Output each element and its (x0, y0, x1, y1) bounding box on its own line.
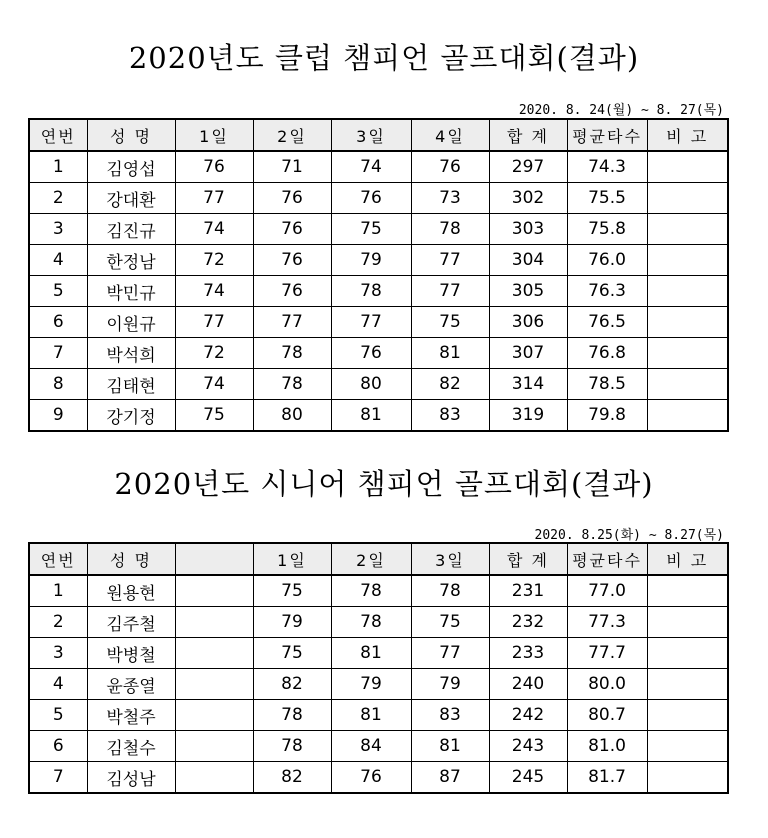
club-cell: 76.0 (567, 245, 647, 276)
table-row (29, 575, 728, 607)
club-cell: 76 (253, 214, 331, 245)
senior-header-cell: 2일 (331, 543, 411, 575)
club-cell: 76 (331, 338, 411, 369)
club-cell: 74.3 (567, 151, 647, 183)
table-row (29, 276, 728, 307)
senior-cell: 77.7 (567, 638, 647, 669)
club-cell: 76 (411, 151, 489, 183)
senior-cell: 81 (411, 731, 489, 762)
club-results-table (28, 118, 729, 432)
senior-header-cell: 성 명 (87, 543, 175, 575)
club-cell (647, 183, 728, 214)
club-header-cell: 합 계 (489, 119, 567, 151)
club-cell: 75 (175, 400, 253, 432)
senior-cell: 75 (411, 607, 489, 638)
club-header-cell: 3일 (331, 119, 411, 151)
table-row (29, 214, 728, 245)
club-cell: 76 (253, 245, 331, 276)
senior-cell (647, 575, 728, 607)
club-header-row (29, 119, 728, 151)
club-cell: 76 (253, 276, 331, 307)
club-cell: 79.8 (567, 400, 647, 432)
senior-cell (175, 762, 253, 794)
club-cell: 박석희 (87, 338, 175, 369)
senior-table-body (29, 575, 728, 793)
senior-cell (647, 731, 728, 762)
senior-header-cell: 3일 (411, 543, 489, 575)
club-cell: 김진규 (87, 214, 175, 245)
senior-header-cell: 비 고 (647, 543, 728, 575)
table-row (29, 731, 728, 762)
senior-cell: 79 (411, 669, 489, 700)
club-cell: 83 (411, 400, 489, 432)
senior-cell: 75 (253, 575, 331, 607)
senior-cell: 84 (331, 731, 411, 762)
club-cell: 5 (29, 276, 87, 307)
senior-cell (647, 607, 728, 638)
senior-cell: 5 (29, 700, 87, 731)
senior-cell: 7 (29, 762, 87, 794)
club-cell: 77 (411, 245, 489, 276)
senior-cell: 박철주 (87, 700, 175, 731)
club-cell: 304 (489, 245, 567, 276)
club-cell: 314 (489, 369, 567, 400)
club-cell: 79 (331, 245, 411, 276)
senior-cell: 231 (489, 575, 567, 607)
table-row (29, 369, 728, 400)
senior-results-table (28, 542, 729, 794)
club-cell: 73 (411, 183, 489, 214)
senior-cell: 242 (489, 700, 567, 731)
senior-cell (175, 700, 253, 731)
senior-cell: 83 (411, 700, 489, 731)
club-header-cell: 평균타수 (567, 119, 647, 151)
club-cell (647, 400, 728, 432)
club-cell: 77 (175, 183, 253, 214)
club-cell: 72 (175, 338, 253, 369)
senior-cell (647, 669, 728, 700)
senior-cell: 2 (29, 607, 87, 638)
club-cell: 9 (29, 400, 87, 432)
table-row (29, 338, 728, 369)
club-cell: 75 (331, 214, 411, 245)
senior-cell: 원용현 (87, 575, 175, 607)
club-cell (647, 307, 728, 338)
senior-cell (175, 669, 253, 700)
table-row (29, 638, 728, 669)
club-cell: 80 (253, 400, 331, 432)
senior-cell (647, 762, 728, 794)
club-header-cell: 1일 (175, 119, 253, 151)
club-cell (647, 369, 728, 400)
club-cell: 74 (175, 276, 253, 307)
senior-cell (175, 638, 253, 669)
senior-cell: 82 (253, 762, 331, 794)
senior-cell: 232 (489, 607, 567, 638)
club-header-cell: 연번 (29, 119, 87, 151)
club-table-body (29, 151, 728, 431)
club-cell: 74 (175, 214, 253, 245)
club-cell: 76.3 (567, 276, 647, 307)
senior-cell: 78 (331, 607, 411, 638)
senior-cell: 김철수 (87, 731, 175, 762)
senior-header-cell: 연번 (29, 543, 87, 575)
senior-cell: 3 (29, 638, 87, 669)
senior-header-cell: 합 계 (489, 543, 567, 575)
club-cell: 박민규 (87, 276, 175, 307)
club-cell: 77 (331, 307, 411, 338)
club-cell: 306 (489, 307, 567, 338)
club-cell: 강기정 (87, 400, 175, 432)
club-cell: 75 (411, 307, 489, 338)
club-cell: 76 (253, 183, 331, 214)
club-cell: 302 (489, 183, 567, 214)
senior-cell: 80.0 (567, 669, 647, 700)
senior-cell: 1 (29, 575, 87, 607)
senior-header-row (29, 543, 728, 575)
table-row (29, 607, 728, 638)
club-championship-title: 2020년도 클럽 챔피언 골프대회(결과) (128, 41, 640, 75)
senior-cell: 82 (253, 669, 331, 700)
table-row (29, 700, 728, 731)
club-cell: 75.8 (567, 214, 647, 245)
club-cell: 78.5 (567, 369, 647, 400)
senior-cell: 김주철 (87, 607, 175, 638)
senior-cell: 78 (253, 731, 331, 762)
club-cell (647, 276, 728, 307)
senior-cell: 79 (253, 607, 331, 638)
club-cell: 78 (411, 214, 489, 245)
table-row (29, 151, 728, 183)
senior-cell (647, 700, 728, 731)
club-cell: 77 (411, 276, 489, 307)
club-cell: 78 (253, 369, 331, 400)
senior-cell: 78 (411, 575, 489, 607)
club-cell: 303 (489, 214, 567, 245)
club-cell: 강대환 (87, 183, 175, 214)
club-cell: 80 (331, 369, 411, 400)
club-header-cell: 비 고 (647, 119, 728, 151)
senior-cell (175, 607, 253, 638)
club-cell: 8 (29, 369, 87, 400)
club-cell: 한정남 (87, 245, 175, 276)
club-cell: 74 (331, 151, 411, 183)
club-championship-period: 2020. 8. 24(월) ~ 8. 27(목) (518, 103, 724, 118)
senior-championship-title: 2020년도 시니어 챔피언 골프대회(결과) (114, 467, 654, 501)
senior-cell: 윤종열 (87, 669, 175, 700)
club-cell: 이원규 (87, 307, 175, 338)
club-cell: 78 (331, 276, 411, 307)
senior-cell: 75 (253, 638, 331, 669)
club-cell: 3 (29, 214, 87, 245)
club-cell (647, 338, 728, 369)
senior-cell: 243 (489, 731, 567, 762)
club-cell: 1 (29, 151, 87, 183)
club-cell: 82 (411, 369, 489, 400)
senior-cell: 77.3 (567, 607, 647, 638)
senior-cell: 233 (489, 638, 567, 669)
club-cell: 307 (489, 338, 567, 369)
senior-cell: 4 (29, 669, 87, 700)
senior-championship-period: 2020. 8.25(화) ~ 8.27(목) (534, 528, 724, 543)
club-cell: 78 (253, 338, 331, 369)
senior-cell: 78 (331, 575, 411, 607)
club-cell: 81 (331, 400, 411, 432)
senior-cell: 81 (331, 638, 411, 669)
senior-cell: 80.7 (567, 700, 647, 731)
club-cell: 7 (29, 338, 87, 369)
table-row (29, 307, 728, 338)
senior-cell: 박병철 (87, 638, 175, 669)
senior-cell: 245 (489, 762, 567, 794)
club-cell: 76 (175, 151, 253, 183)
club-cell: 김영섭 (87, 151, 175, 183)
senior-cell: 81 (331, 700, 411, 731)
senior-cell (175, 575, 253, 607)
senior-header-cell: 평균타수 (567, 543, 647, 575)
club-header-cell: 4일 (411, 119, 489, 151)
club-cell: 75.5 (567, 183, 647, 214)
club-cell: 76.5 (567, 307, 647, 338)
senior-cell: 81.7 (567, 762, 647, 794)
club-header-cell: 2일 (253, 119, 331, 151)
table-row (29, 245, 728, 276)
table-row (29, 183, 728, 214)
table-row (29, 762, 728, 794)
senior-cell: 81.0 (567, 731, 647, 762)
senior-cell (175, 731, 253, 762)
club-header-cell: 성 명 (87, 119, 175, 151)
senior-header-cell (175, 543, 253, 575)
club-cell: 4 (29, 245, 87, 276)
senior-cell: 김성남 (87, 762, 175, 794)
senior-cell: 77.0 (567, 575, 647, 607)
club-cell: 김태현 (87, 369, 175, 400)
club-cell (647, 245, 728, 276)
senior-cell (647, 638, 728, 669)
senior-cell: 78 (253, 700, 331, 731)
club-cell: 305 (489, 276, 567, 307)
club-cell: 71 (253, 151, 331, 183)
senior-cell: 87 (411, 762, 489, 794)
club-cell: 77 (253, 307, 331, 338)
senior-cell: 240 (489, 669, 567, 700)
club-cell: 76.8 (567, 338, 647, 369)
club-cell: 81 (411, 338, 489, 369)
club-cell: 319 (489, 400, 567, 432)
senior-cell: 77 (411, 638, 489, 669)
club-cell: 2 (29, 183, 87, 214)
club-cell (647, 151, 728, 183)
club-cell: 74 (175, 369, 253, 400)
club-cell (647, 214, 728, 245)
table-row (29, 669, 728, 700)
senior-cell: 76 (331, 762, 411, 794)
senior-cell: 6 (29, 731, 87, 762)
club-cell: 297 (489, 151, 567, 183)
table-row (29, 400, 728, 432)
senior-cell: 79 (331, 669, 411, 700)
club-cell: 6 (29, 307, 87, 338)
club-cell: 72 (175, 245, 253, 276)
senior-header-cell: 1일 (253, 543, 331, 575)
club-cell: 76 (331, 183, 411, 214)
club-cell: 77 (175, 307, 253, 338)
